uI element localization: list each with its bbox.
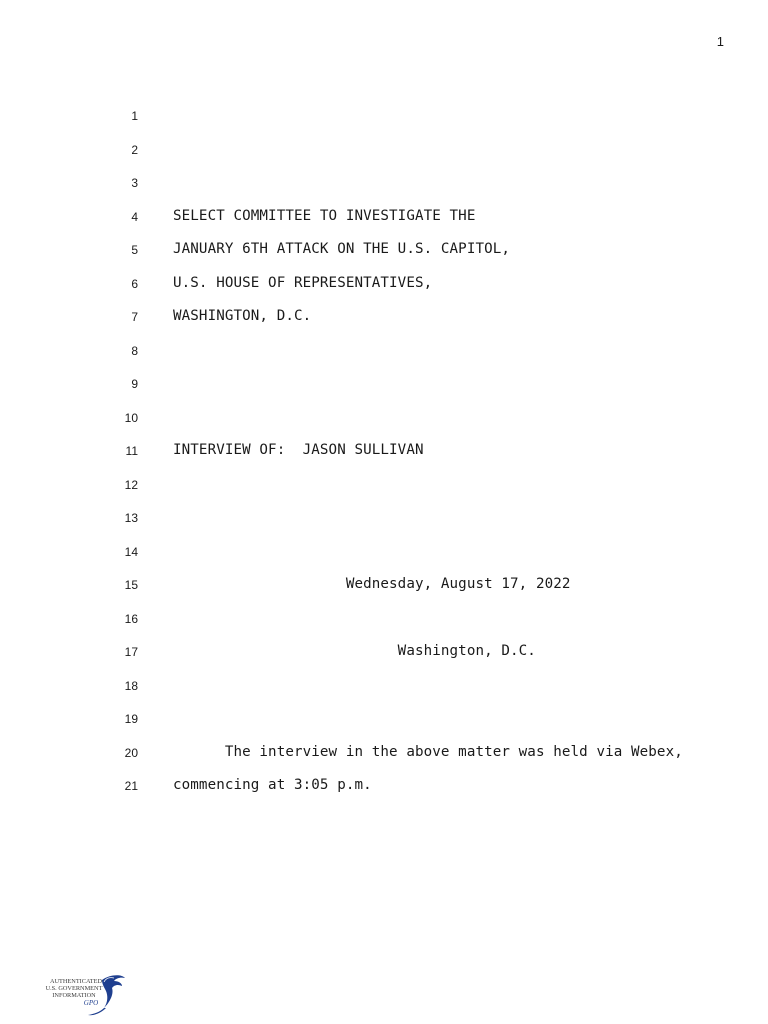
logo-line-1: AUTHENTICATED (49, 978, 103, 985)
line-number: 2 (131, 142, 138, 157)
logo-line-4: GPO (83, 999, 99, 1007)
transcript-line (0, 639, 768, 673)
line-text: INTERVIEW OF: JASON SULLIVAN (173, 442, 424, 458)
line-text: Wednesday, August 17, 2022 (173, 576, 571, 592)
line-number: 21 (124, 779, 138, 793)
transcript-line (0, 405, 768, 439)
line-number: 20 (124, 745, 138, 760)
line-number: 11 (125, 444, 138, 458)
transcript-line (0, 505, 768, 539)
line-text: WASHINGTON, D.C. (173, 308, 312, 324)
transcript-line (0, 170, 768, 204)
line-number: 14 (124, 544, 138, 559)
transcript-line (0, 304, 768, 338)
line-number: 8 (131, 343, 138, 358)
line-number: 5 (131, 243, 138, 257)
line-text: U.S. HOUSE OF REPRESENTATIVES, (173, 274, 433, 291)
line-number: 19 (124, 712, 138, 726)
transcript-line (0, 271, 768, 305)
page-number: 1 (716, 34, 724, 49)
transcript-line (0, 438, 768, 472)
transcript-line (0, 606, 768, 640)
transcript-line (0, 673, 768, 707)
gpo-eagle-icon (44, 972, 128, 1018)
line-text: commencing at 3:05 p.m. (173, 777, 372, 793)
line-number: 4 (131, 209, 138, 224)
line-text: JANUARY 6TH ATTACK ON THE U.S. CAPITOL, (173, 241, 511, 257)
logo-line-2: U.S. GOVERNMENT (45, 985, 103, 992)
transcript-line (0, 204, 768, 238)
line-number: 17 (124, 645, 138, 659)
line-number: 12 (124, 477, 138, 492)
transcript-line (0, 472, 768, 506)
transcript-line (0, 539, 768, 573)
line-text: Washington, D.C. (173, 643, 536, 659)
line-number: 16 (124, 611, 138, 626)
line-number: 7 (131, 310, 138, 324)
line-text: SELECT COMMITTEE TO INVESTIGATE THE (173, 207, 476, 224)
line-number: 13 (124, 511, 138, 525)
transcript-line (0, 740, 768, 774)
transcript-lines (0, 103, 768, 807)
transcript-line (0, 237, 768, 271)
transcript-line (0, 706, 768, 740)
line-number: 18 (124, 678, 138, 693)
line-number: 3 (131, 176, 138, 190)
transcript-line (0, 572, 768, 606)
line-number: 10 (124, 410, 138, 425)
transcript-line (0, 371, 768, 405)
line-number: 9 (131, 377, 138, 391)
transcript-line (0, 773, 768, 807)
logo-line-3: INFORMATION (52, 992, 96, 999)
line-number: 6 (131, 276, 138, 291)
gpo-authenticated-logo (44, 972, 128, 1018)
transcript-line (0, 103, 768, 137)
line-number: 1 (131, 109, 138, 123)
line-number: 15 (124, 578, 138, 592)
transcript-line (0, 137, 768, 171)
line-text: The interview in the above matter was held via Webex, (173, 743, 683, 760)
transcript-line (0, 338, 768, 372)
